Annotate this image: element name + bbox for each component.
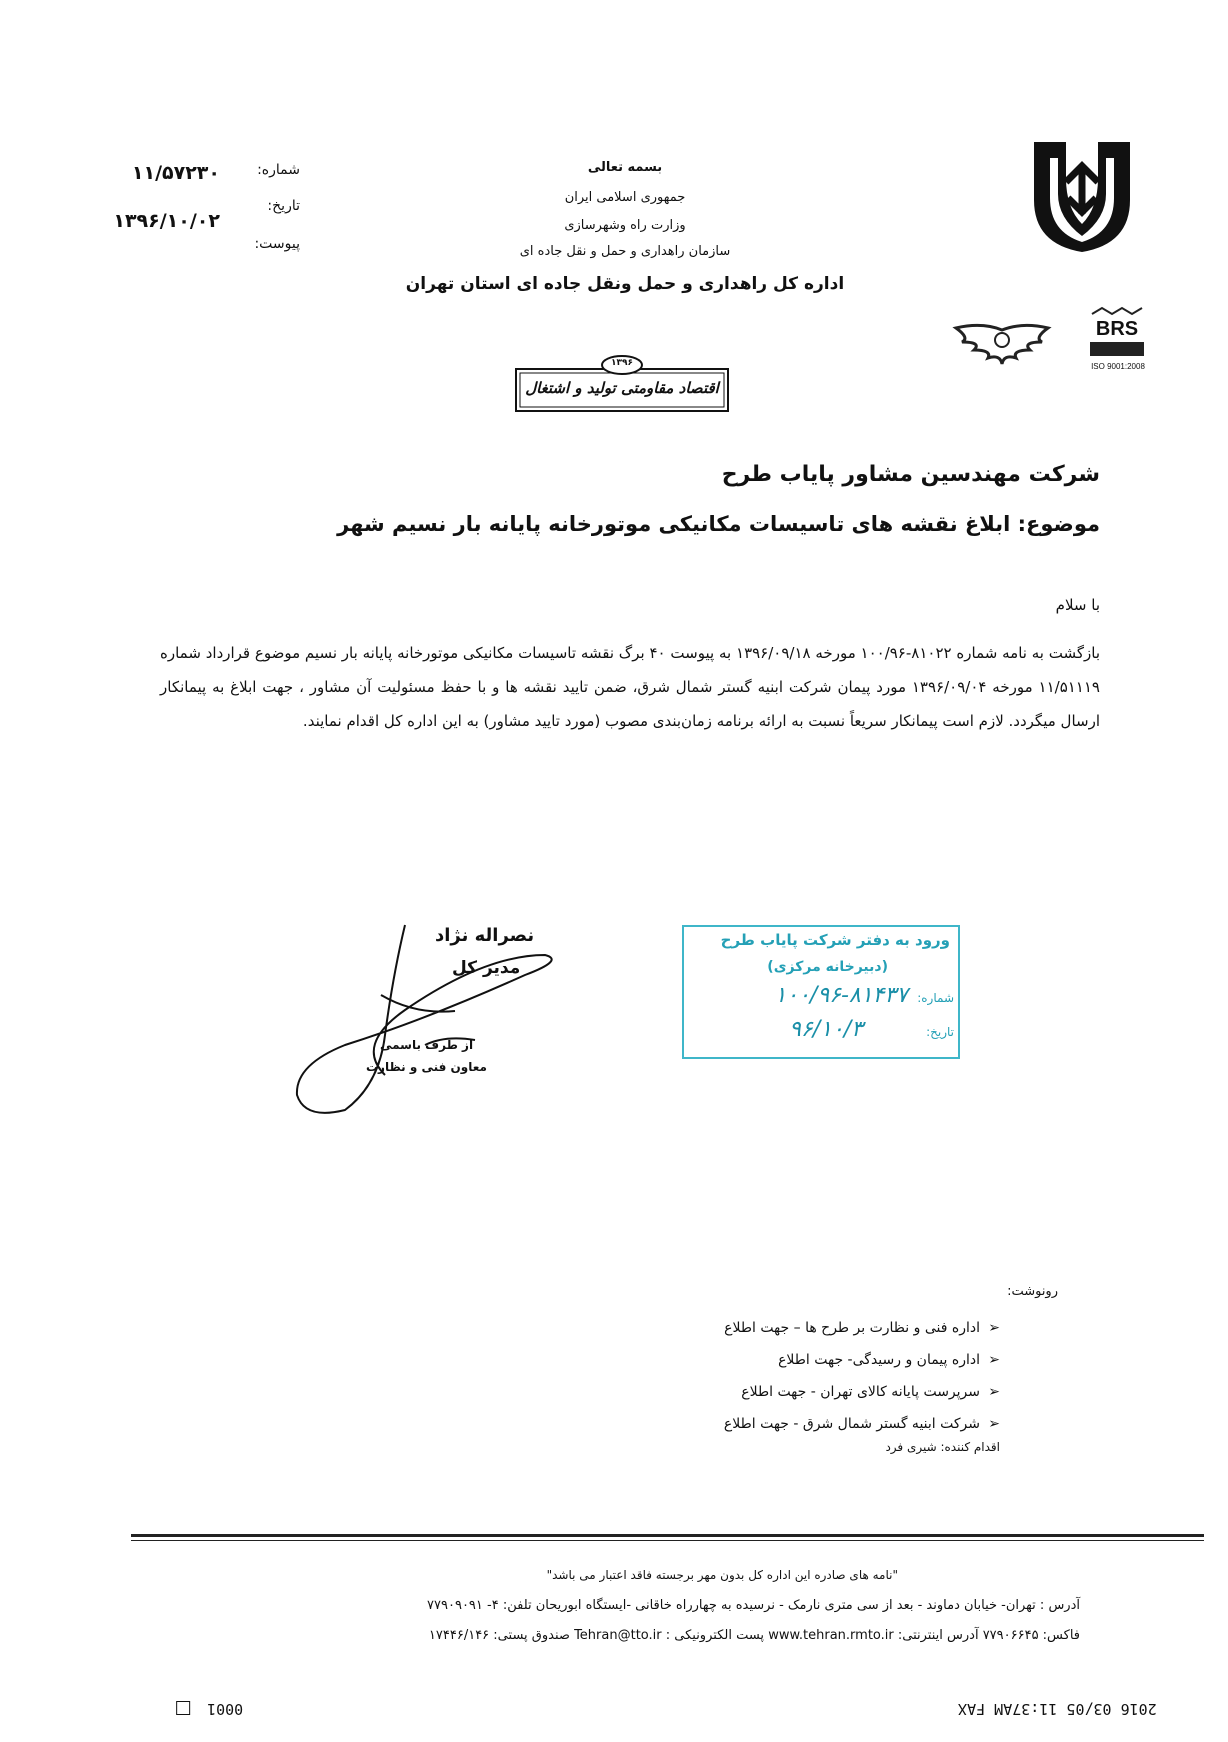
ministry-name: وزارت راه وشهرسازی [564, 218, 686, 233]
slogan-year: ۱۳۹۶ [611, 358, 633, 368]
footer-divider-thin [131, 1540, 1204, 1541]
cc-heading: رونوشت: [1007, 1284, 1058, 1299]
arrow-icon: ➢ [988, 1384, 1000, 1400]
letter-date: ۱۳۹۶/۱۰/۰۲ [113, 210, 220, 232]
recipient: شرکت مهندسین مشاور پایاب طرح [721, 462, 1100, 487]
subject: موضوع: ابلاغ نقشه های تاسیسات مکانیکی موتورخانه پایانه بار نسیم شهر [337, 512, 1100, 536]
signatory-title: مدیر کل [452, 958, 521, 978]
fax-page-icon [176, 1702, 190, 1716]
letterhead [380, 160, 870, 320]
letter-body [160, 636, 1100, 738]
footer-divider [131, 1534, 1204, 1537]
letter-number: ۱۱/۵۷۲۳۰ [131, 162, 220, 184]
footer-address: آدرس : تهران- خیابان دماوند - بعد از سی متری نارمک - نرسیده به چهارراه خاقانی -ایستگاه ابوریحان تلفن: ۴- ۷۷۹۰۹۰۹۱ [427, 1598, 1080, 1613]
receipt-stamp [682, 925, 960, 1059]
arrow-icon: ➢ [988, 1416, 1000, 1432]
cc-item: ➢اداره پیمان و رسیدگی- جهت اطلاع [724, 1344, 1000, 1376]
stamp-date: ۹۶/۱۰/۳ [789, 1017, 863, 1042]
stamp-line1: ورود به دفتر شرکت پایاب طرح [720, 931, 950, 949]
bismillah: بسمه تعالی [587, 160, 663, 175]
stamp-number-label: شماره: [917, 991, 954, 1005]
cc-item: ➢اداره فنی و نظارت بر طرح ها – جهت اطلاع [724, 1312, 1000, 1344]
iso-text: ISO 9001:2008 [1091, 362, 1145, 371]
country-name: جمهوری اسلامی ایران [564, 190, 686, 205]
slogan-banner [508, 355, 736, 417]
fax-header: 2016 03/05 11:37AM FAX [958, 1700, 1157, 1718]
bird-emblem-icon [952, 320, 1052, 370]
ministry-logo [1028, 138, 1136, 256]
fax-page-number: 0001 [176, 1700, 243, 1718]
stamp-number: ۱۰۰/۹۶-۸۱۴۳۷ [774, 983, 908, 1008]
deputy-note: معاون فنی و نظارت [366, 1060, 487, 1074]
iso-certification-logo [1082, 306, 1152, 376]
cc-item: ➢شرکت ابنیه گستر شمال شرق - جهت اطلاع [724, 1408, 1000, 1440]
arrow-icon: ➢ [988, 1352, 1000, 1368]
signatory-name: نصراله نژاد [435, 925, 535, 946]
date-label: تاریخ: [267, 198, 300, 214]
footer-notice: "نامه های صادره این اداره کل بدون مهر برجسته فاقد اعتبار می باشد" [546, 1568, 898, 1582]
organization-name: سازمان راهداری و حمل و نقل جاده ای [519, 244, 731, 259]
stamp-line2: (دبیرخانه مرکزی) [767, 959, 888, 975]
on-behalf-note: از طرف باسمی [380, 1038, 474, 1052]
stamp-date-label: تاریخ: [926, 1025, 954, 1039]
body-paragraph: بازگشت به نامه شماره ۸۱۰۲۲-۱۰۰/۹۶ مورخه ۱۳۹۶/۰۹/۱۸ به پیوست ۴۰ برگ نقشه تاسیسات مکانیکی موتورخانه پایانه بار نسیم موضوع قرارداد شماره ۱۱/۵۱۱۱۹ مورخه ۱۳۹۶/۰۹/۰۴ مورد پیمان شرکت ابنیه گستر شمال شرق، ضمن تایید نقشه ها و با حفظ مسئولیت آن مشاور ، جهت ابلاغ به پیمانکار ارسال میگردد. لازم است پیمانکار سریعاً نسبت به ارائه برنامه زمان‌بندی مصوب (مورد تایید مشاور) به این اداره کل اقدام نمایند. [160, 644, 1101, 730]
arrow-icon: ➢ [988, 1320, 1000, 1336]
cert-badge-text: BRS [1095, 318, 1139, 340]
attachment-label: پیوست: [254, 236, 300, 252]
footer-contact: فاکس: ۷۷۹۰۶۶۴۵ آدرس اینترنتی: www.tehran.rmto.ir پست الکترونیکی : Tehran@tto.ir صندوق پستی: ۱۷۴۴۶/۱۴۶ [428, 1628, 1080, 1643]
number-label: شماره: [257, 162, 300, 178]
cc-item: ➢سرپرست پایانه کالای تهران - جهت اطلاع [724, 1376, 1000, 1408]
slogan-text: اقتصاد مقاومتی تولید و اشتغال [525, 379, 719, 397]
department-name: اداره کل راهداری و حمل ونقل جاده ای استان تهران [405, 274, 845, 294]
executor-note: اقدام کننده: شیری فرد [885, 1440, 1000, 1454]
cc-list [724, 1312, 1000, 1440]
greeting: با سلام [1055, 596, 1100, 614]
